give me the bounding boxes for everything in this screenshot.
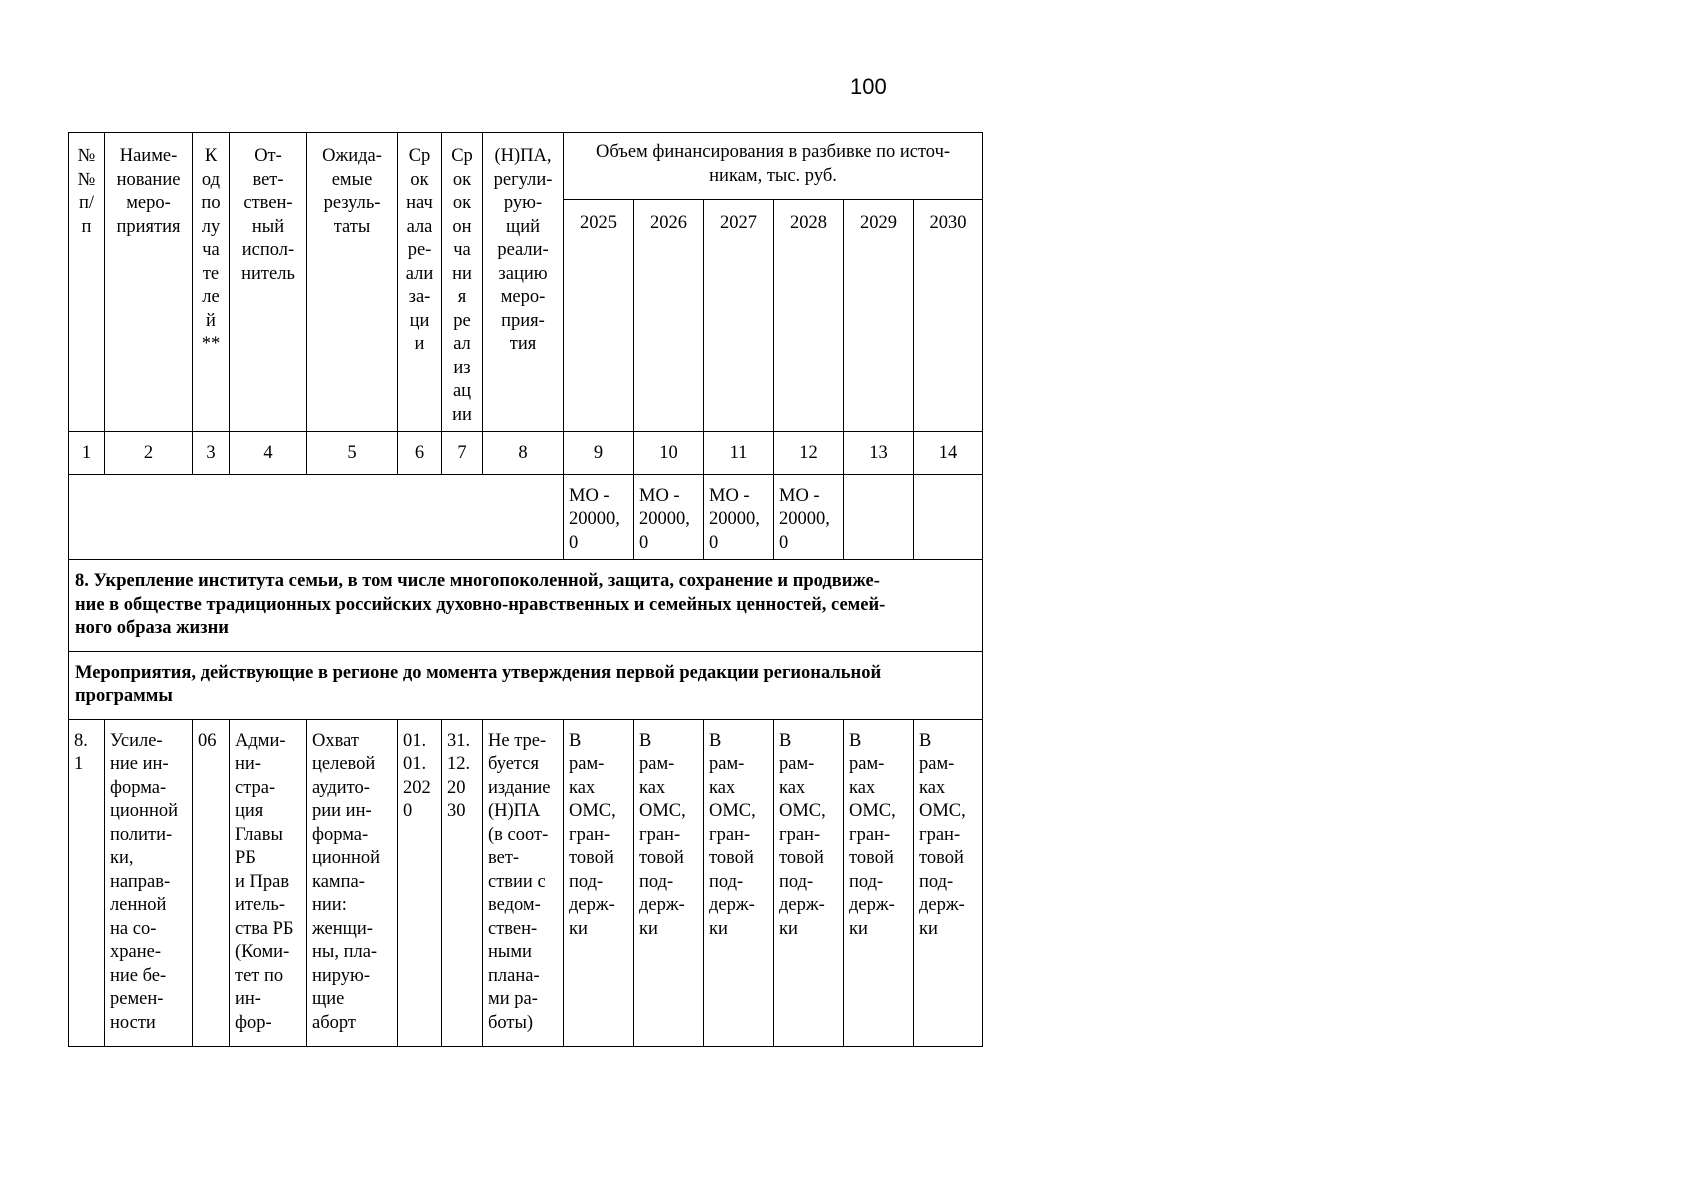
header-col-start: Ср ок нач ала ре- али за- ци и (398, 133, 442, 432)
column-number: 4 (230, 432, 307, 475)
mo-value: МО - 20000, 0 (704, 474, 774, 560)
column-number: 11 (704, 432, 774, 475)
header-year: 2027 (704, 200, 774, 432)
mo-value: МО - 20000, 0 (774, 474, 844, 560)
mo-financing-row (69, 474, 983, 560)
header-year: 2030 (914, 200, 983, 432)
row-financing: В рам- ках ОМС, гран- товой под- держ- ки (704, 719, 774, 1046)
row-results: Охват целевой аудито- рии ин- форма- ционной кампа- нии: женщи- ны, пла- нирую- щие аборт (307, 719, 398, 1046)
row-executor: Адми- ни- стра- ция Главы РБ и Прав итель- ства РБ (Коми- тет по ин- фор- (230, 719, 307, 1046)
section-row (69, 560, 983, 652)
row-code: 06 (193, 719, 230, 1046)
row-financing: В рам- ках ОМС, гран- товой под- держ- ки (564, 719, 634, 1046)
column-number: 6 (398, 432, 442, 475)
header-col-npa: (Н)ПА, регули- рую- щий реали- зацию меро- прия- тия (483, 133, 564, 432)
table-row (69, 719, 983, 1046)
subsection-title: Мероприятия, действующие в регионе до момента утверждения первой редакции региональной программы (69, 651, 983, 719)
mo-row-empty (69, 474, 564, 560)
header-row-top (69, 133, 983, 200)
row-number: 8. 1 (69, 719, 105, 1046)
column-number: 8 (483, 432, 564, 475)
column-number: 3 (193, 432, 230, 475)
column-number: 13 (844, 432, 914, 475)
header-col-name: Наиме- нование меро- приятия (105, 133, 193, 432)
header-col-recipient-code: К од по лу ча те ле й ** (193, 133, 230, 432)
mo-value: МО - 20000, 0 (634, 474, 704, 560)
section-title: 8. Укрепление института семьи, в том числе многопоколенной, защита, сохранение и продвиже- ние в обществе традиционных российских духовно-нравственных и семейных ценностей, семей- ного образа жизни (69, 560, 983, 652)
row-financing: В рам- ках ОМС, гран- товой под- держ- ки (634, 719, 704, 1046)
mo-value (844, 474, 914, 560)
mo-value (914, 474, 983, 560)
column-number: 9 (564, 432, 634, 475)
header-year: 2028 (774, 200, 844, 432)
header-col-executor: От- вет- ствен- ный испол- нитель (230, 133, 307, 432)
mo-value: МО - 20000, 0 (564, 474, 634, 560)
subsection-row (69, 651, 983, 719)
header-col-results: Ожида- емые резуль- таты (307, 133, 398, 432)
column-number: 5 (307, 432, 398, 475)
row-financing: В рам- ках ОМС, гран- товой под- держ- ки (914, 719, 983, 1046)
header-financing: Объем финансирования в разбивке по источ- никам, тыс. руб. (564, 133, 983, 200)
row-end: 31. 12. 20 30 (442, 719, 483, 1046)
row-name: Усиле- ние ин- форма- ционной полити- ки, направ- ленной на со- хране- ние бе- ремен- ности (105, 719, 193, 1046)
header-col-end: Ср ок ок он ча ни я ре ал из ац ии (442, 133, 483, 432)
header-year: 2026 (634, 200, 704, 432)
column-number: 2 (105, 432, 193, 475)
financing-table (68, 132, 983, 1047)
header-col-number: № № п/ п (69, 133, 105, 432)
row-financing: В рам- ках ОМС, гран- товой под- держ- ки (844, 719, 914, 1046)
row-financing: В рам- ках ОМС, гран- товой под- держ- ки (774, 719, 844, 1046)
column-number: 12 (774, 432, 844, 475)
column-number: 14 (914, 432, 983, 475)
header-year: 2025 (564, 200, 634, 432)
column-numbers-row (69, 432, 983, 475)
page-number: 100 (850, 74, 887, 99)
column-number: 7 (442, 432, 483, 475)
column-number: 10 (634, 432, 704, 475)
header-year: 2029 (844, 200, 914, 432)
row-start: 01. 01. 202 0 (398, 719, 442, 1046)
column-number: 1 (69, 432, 105, 475)
row-npa: Не тре- буется издание (Н)ПА (в соот- вет- ствии с ведом- ствен- ными планa- ми ра- боты) (483, 719, 564, 1046)
